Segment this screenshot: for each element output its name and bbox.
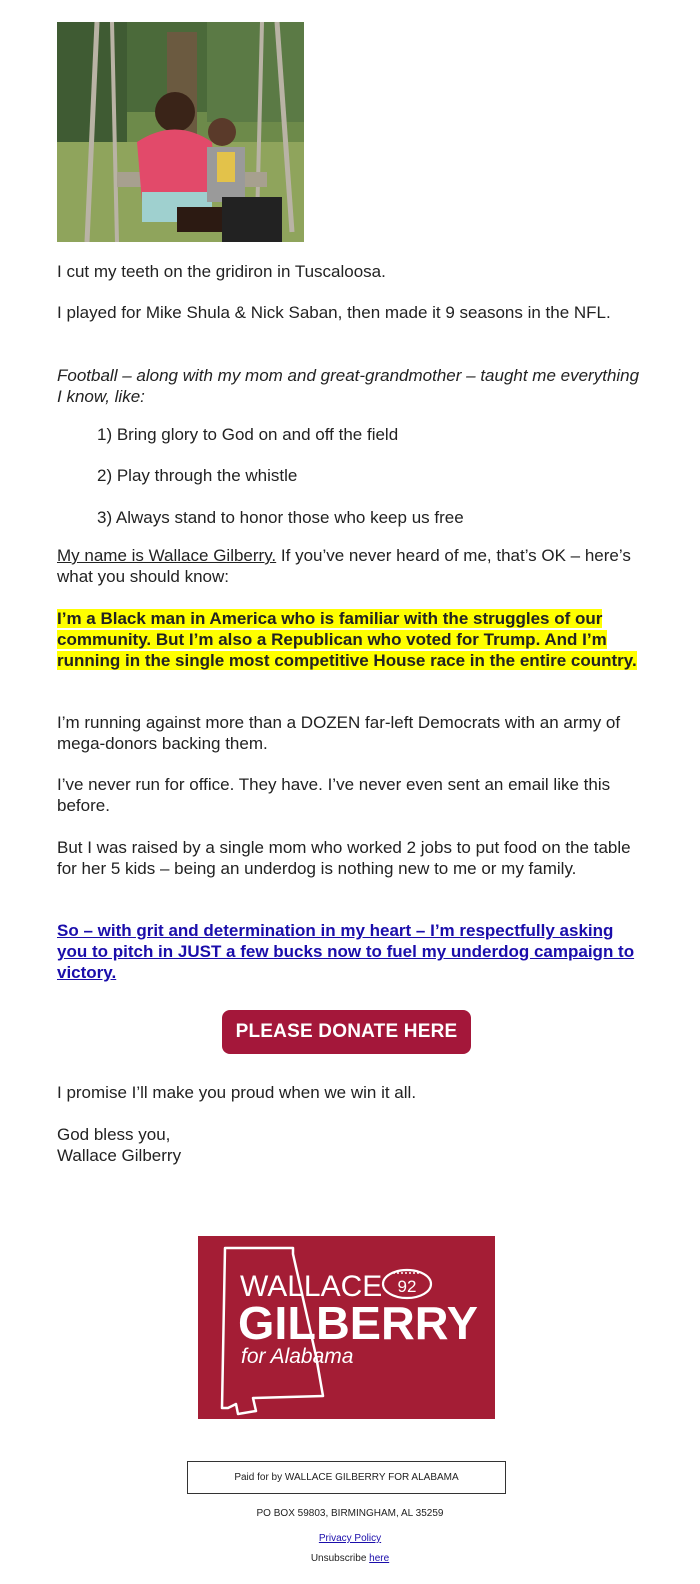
opponents-paragraph: I’m running against more than a DOZEN far-left Democrats with an army of mega-donors backing them.: [57, 713, 621, 753]
unsubscribe-text: Unsubscribe: [310, 1553, 370, 1564]
logo-jersey-number: 92: [397, 1277, 417, 1296]
privacy-policy-link[interactable]: Privacy Policy: [318, 1533, 382, 1544]
never-run-paragraph: I’ve never run for office. They have. I’ve never even sent an email like this before.: [57, 775, 611, 815]
career-paragraph: I played for Mike Shula & Nick Saban, then made it 9 seasons in the NFL.: [57, 303, 611, 322]
logo-first-name: WALLACE: [240, 1270, 383, 1303]
lesson-item-1: 1) Bring glory to God on and off the field: [97, 425, 399, 444]
signature: Wallace Gilberry: [57, 1146, 182, 1165]
name-paragraph: [57, 545, 647, 587]
campaign-logo: [198, 1236, 495, 1419]
name-underlined: My name is Wallace Gilberry.: [57, 546, 277, 565]
donation-ask-link[interactable]: So – with grit and determination in my heart – I’m respectfully asking you to pitch in JUST a few bucks now to fuel my underdog campaign to victory.: [57, 921, 635, 982]
lesson-item-3: 3) Always stand to honor those who keep us free: [97, 508, 464, 527]
highlight-text: I’m a Black man in America who is familiar with the struggles of our community. But I’m also a Republican who voted for Trump. And I’m running in the single most competitive House race in the entire country.: [57, 609, 637, 670]
highlight-paragraph: [57, 608, 647, 671]
mailing-address: PO BOX 59803, BIRMINGHAM, AL 35259: [256, 1508, 444, 1519]
logo-last-name: GILBERRY: [238, 1297, 478, 1349]
name-paragraph-rest: If you’ve never heard of me, that’s OK – here’s what you should know:: [57, 546, 631, 586]
donation-ask-paragraph: [57, 920, 647, 983]
promise-paragraph: I promise I’ll make you proud when we win it all.: [57, 1083, 417, 1102]
intro-paragraph: I cut my teeth on the gridiron in Tuscaloosa.: [57, 262, 386, 281]
donate-button[interactable]: PLEASE DONATE HERE: [222, 1010, 471, 1054]
lessons-intro: Football – along with my mom and great-grandmother – taught me everything I know, like:: [57, 366, 640, 406]
closing-line: God bless you,: [57, 1125, 171, 1144]
logo-tagline: for Alabama: [241, 1345, 354, 1368]
paid-for-disclaimer: Paid for by WALLACE GILBERRY FOR ALABAMA: [187, 1461, 506, 1494]
unsubscribe-link[interactable]: here: [369, 1553, 390, 1564]
hero-photo-illustration: [57, 22, 304, 242]
privacy-line: [0, 1533, 700, 1544]
unsubscribe-line: [0, 1553, 700, 1564]
upbringing-paragraph: But I was raised by a single mom who worked 2 jobs to put food on the table for her 5 kids – being an underdog is nothing new to me or my family.: [57, 838, 631, 878]
hero-photo: [57, 22, 304, 242]
lesson-item-2: 2) Play through the whistle: [97, 466, 298, 485]
campaign-logo-graphic: [198, 1236, 495, 1419]
football-icon: [383, 1270, 431, 1298]
